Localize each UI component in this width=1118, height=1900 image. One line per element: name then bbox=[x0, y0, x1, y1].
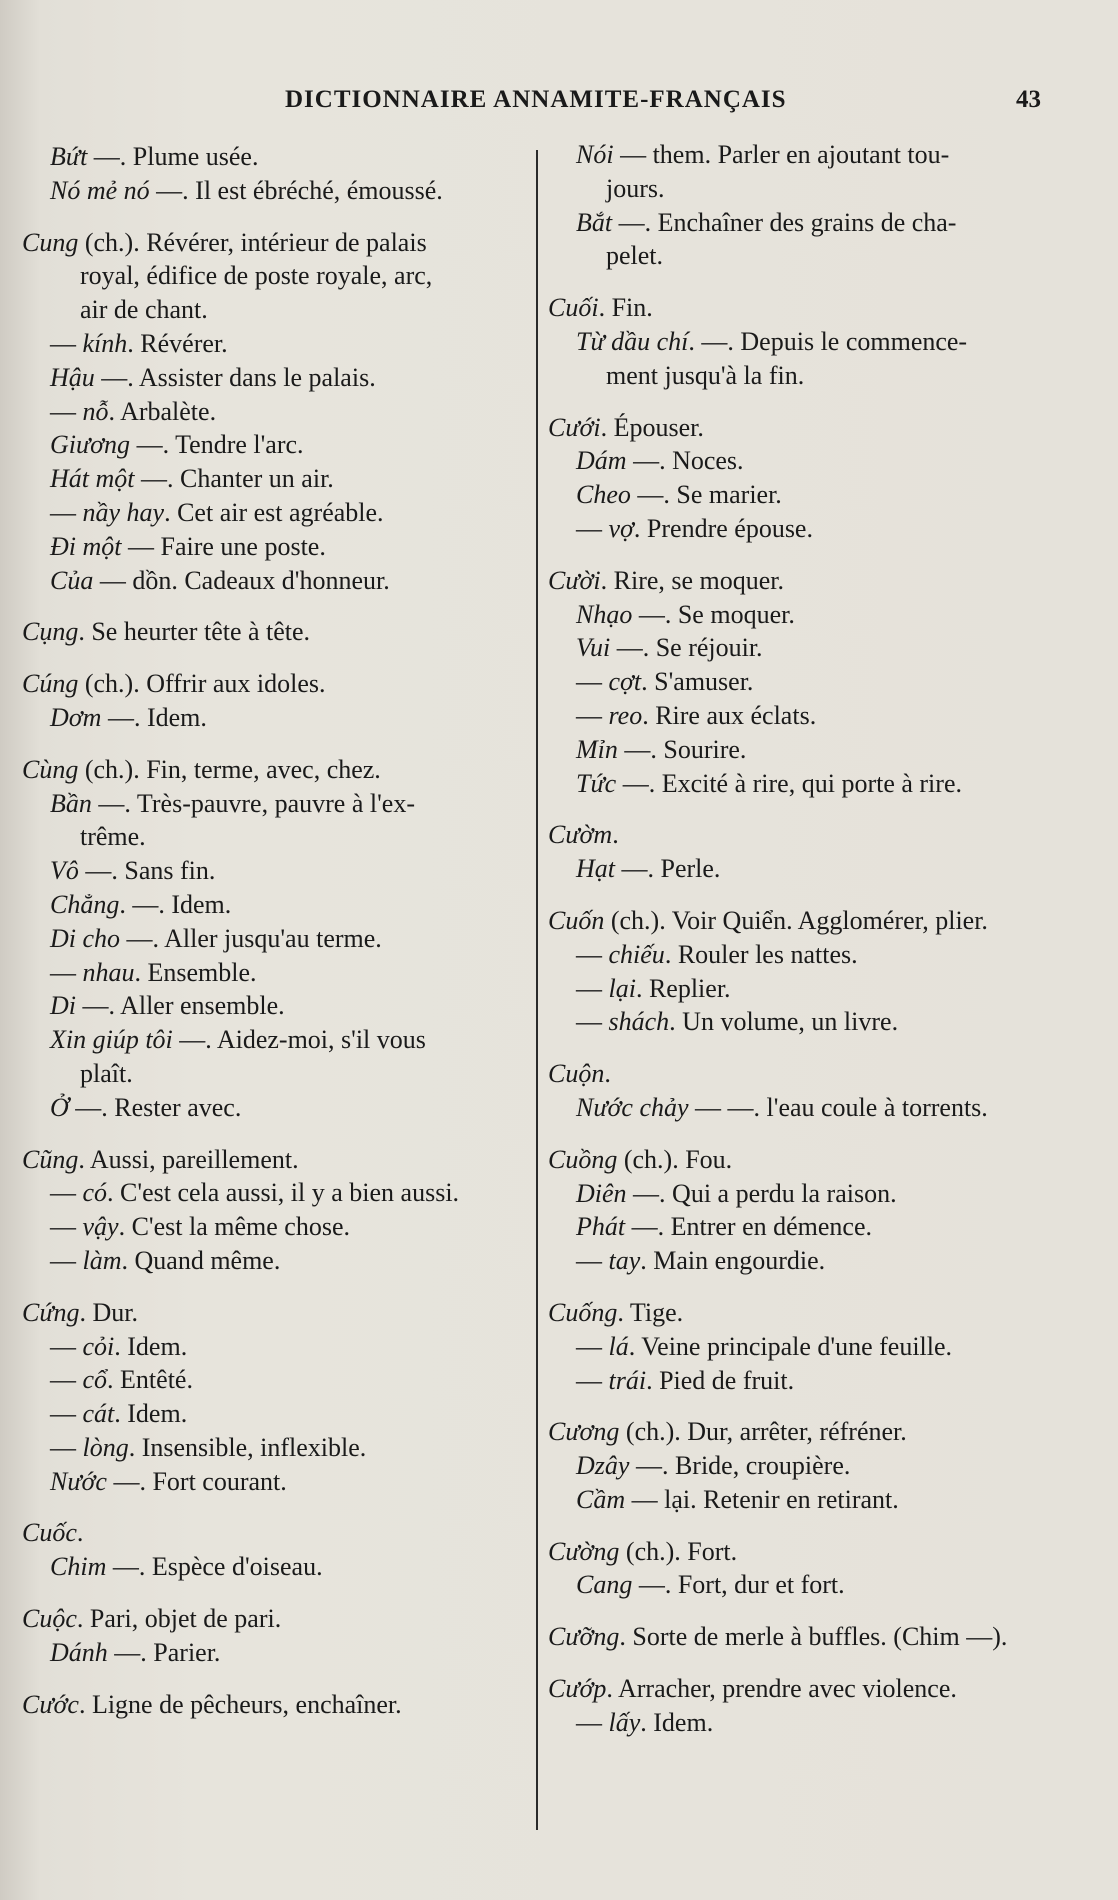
french-definition: —. Noces. bbox=[626, 446, 744, 476]
entry-subentry-line bbox=[22, 1244, 532, 1278]
entry-subentry-line bbox=[22, 140, 532, 174]
entry-headword-line bbox=[22, 1143, 532, 1177]
entry-subentry-line bbox=[22, 701, 532, 735]
dictionary-entry bbox=[22, 667, 532, 735]
french-definition: . Entêté. bbox=[107, 1365, 193, 1395]
dictionary-entry bbox=[22, 1602, 532, 1670]
dash-prefix: — bbox=[576, 1331, 609, 1361]
entry-subentry-line bbox=[548, 1449, 1068, 1483]
dash-prefix: — bbox=[50, 497, 83, 527]
french-definition: . Rouler les nattes. bbox=[664, 939, 858, 969]
vietnamese-term: Giương bbox=[50, 430, 131, 460]
dash-prefix: — bbox=[50, 396, 83, 426]
french-definition: . bbox=[612, 820, 619, 850]
vietnamese-term: reo bbox=[608, 700, 643, 730]
page-number: 43 bbox=[1016, 86, 1041, 113]
french-definition: . Rire aux éclats. bbox=[642, 700, 817, 730]
french-definition: —. Aller jusqu'au terme. bbox=[120, 923, 382, 953]
french-definition: . Ligne de pêcheurs, enchaîner. bbox=[78, 1689, 402, 1719]
french-definition: . Cet air est agréable. bbox=[164, 497, 384, 527]
vietnamese-term: Từ dầu chí bbox=[576, 326, 689, 356]
french-definition: — them. Parler en ajoutant tou- bbox=[613, 140, 950, 169]
dictionary-entry bbox=[548, 1620, 1068, 1654]
left-column bbox=[22, 140, 532, 1739]
french-definition: —. Sourire. bbox=[617, 734, 747, 764]
dictionary-entry bbox=[548, 1415, 1068, 1516]
dash-prefix: — bbox=[576, 513, 609, 543]
vietnamese-term: Cuối bbox=[548, 293, 599, 323]
vietnamese-term: Chim bbox=[50, 1552, 107, 1582]
french-definition: (ch.). Voir Quiển. Agglomérer, plier. bbox=[604, 905, 988, 935]
dash-prefix: — bbox=[50, 1432, 83, 1462]
french-definition: — Faire une poste. bbox=[121, 531, 326, 561]
vietnamese-term: Cười bbox=[548, 565, 601, 595]
entry-subentry-line bbox=[548, 1330, 1068, 1364]
vietnamese-term: Cung bbox=[22, 227, 79, 257]
entry-subentry-line bbox=[22, 530, 532, 564]
entry-subentry-line bbox=[548, 767, 1068, 801]
vietnamese-term: tay bbox=[608, 1246, 641, 1276]
dictionary-entry bbox=[548, 564, 1068, 801]
french-definition: . Veine principale d'une feuille. bbox=[628, 1331, 953, 1361]
dictionary-entry bbox=[22, 1296, 532, 1499]
french-definition: air de chant. bbox=[80, 295, 208, 325]
vietnamese-term: Cướp bbox=[548, 1674, 607, 1704]
vietnamese-term: Vui bbox=[576, 633, 611, 663]
entry-subentry-line bbox=[548, 206, 1068, 240]
vietnamese-term: Cầm bbox=[576, 1484, 626, 1514]
dash-prefix: — bbox=[576, 1707, 609, 1737]
right-column bbox=[548, 138, 1068, 1758]
entry-subentry-line bbox=[22, 989, 532, 1023]
french-definition: . Quand même. bbox=[121, 1245, 281, 1275]
dictionary-entry bbox=[548, 411, 1068, 546]
vietnamese-term: có bbox=[82, 1178, 108, 1208]
dash-prefix: — bbox=[50, 957, 83, 987]
entry-subentry-line bbox=[548, 478, 1068, 512]
entry-headword-line bbox=[22, 1516, 532, 1550]
french-definition: —. Qui a perdu la raison. bbox=[626, 1178, 897, 1208]
french-definition: . Se heurter tête à tête. bbox=[78, 617, 311, 647]
french-definition: —. Espèce d'oiseau. bbox=[106, 1552, 323, 1582]
french-definition: . Arbalète. bbox=[108, 396, 217, 426]
french-definition: ment jusqu'à la fin. bbox=[606, 360, 805, 390]
french-definition: (ch.). Dur, arrêter, réfréner. bbox=[619, 1417, 907, 1447]
entry-headword-line bbox=[22, 1688, 532, 1722]
french-definition: . Replier. bbox=[635, 973, 731, 1003]
dictionary-entry bbox=[548, 1535, 1068, 1603]
entry-headword-line bbox=[548, 1672, 1068, 1706]
vietnamese-term: Mỉn bbox=[576, 734, 618, 764]
entry-headword-line bbox=[548, 1057, 1068, 1091]
entry-subentry-line bbox=[548, 1706, 1068, 1740]
vietnamese-term: Dám bbox=[576, 446, 627, 476]
french-definition: —. Chanter un air. bbox=[134, 464, 334, 494]
french-definition: . Arracher, prendre avec violence. bbox=[606, 1674, 957, 1704]
vietnamese-term: Bần bbox=[50, 788, 92, 818]
vietnamese-term: lấy bbox=[608, 1707, 641, 1737]
entry-subentry-line bbox=[548, 1177, 1068, 1211]
vietnamese-term: Cụng bbox=[22, 617, 79, 647]
french-definition: trême. bbox=[80, 822, 146, 852]
entry-subentry-line bbox=[22, 174, 532, 208]
french-definition: —. Assister dans le palais. bbox=[94, 362, 376, 392]
vietnamese-term: Cước bbox=[22, 1689, 79, 1719]
vietnamese-term: Chẳng bbox=[50, 889, 120, 919]
entry-subentry-line bbox=[548, 444, 1068, 478]
entry-subentry-line bbox=[22, 888, 532, 922]
vietnamese-term: shách bbox=[608, 1007, 670, 1037]
french-definition: —. Fort courant. bbox=[106, 1466, 287, 1496]
french-definition: . Idem. bbox=[114, 1331, 188, 1361]
entry-subentry-line bbox=[22, 854, 532, 888]
entry-subentry-line bbox=[548, 665, 1068, 699]
dictionary-entry bbox=[22, 1688, 532, 1722]
french-definition: . C'est cela aussi, il y a bien aussi. bbox=[107, 1178, 460, 1208]
entry-continuation-line bbox=[22, 293, 532, 327]
page-title: DICTIONNAIRE ANNAMITE-FRANÇAIS bbox=[285, 86, 787, 113]
entry-subentry-line bbox=[548, 598, 1068, 632]
column-divider bbox=[536, 150, 538, 1830]
entry-headword-line bbox=[548, 1535, 1068, 1569]
french-definition: royal, édifice de poste royale, arc, bbox=[80, 261, 433, 291]
vietnamese-term: kính bbox=[82, 328, 128, 358]
french-definition: . Aussi, pareillement. bbox=[78, 1144, 299, 1174]
entry-subentry-line bbox=[22, 1023, 532, 1057]
french-definition: . —. Idem. bbox=[119, 889, 232, 919]
vietnamese-term: nỗ bbox=[82, 396, 109, 426]
french-definition: —. Il est ébréché, émoussé. bbox=[149, 175, 443, 205]
dash-prefix: — bbox=[576, 1007, 609, 1037]
vietnamese-term: nầy hay bbox=[82, 497, 165, 527]
entry-subentry-line bbox=[22, 956, 532, 990]
french-definition: —. Se réjouir. bbox=[610, 633, 763, 663]
entry-subentry-line bbox=[548, 631, 1068, 665]
french-definition: . Insensible, inflexible. bbox=[128, 1432, 367, 1462]
vietnamese-term: Cưới bbox=[548, 412, 601, 442]
vietnamese-term: Diên bbox=[576, 1178, 627, 1208]
entry-subentry-line bbox=[22, 1330, 532, 1364]
entry-subentry-line bbox=[22, 1363, 532, 1397]
french-definition: . bbox=[76, 1518, 84, 1548]
french-definition: (ch.). Fin, terme, avec, chez. bbox=[78, 754, 381, 784]
vietnamese-term: Đi một bbox=[50, 531, 122, 561]
french-definition: . Un volume, un livre. bbox=[669, 1007, 899, 1037]
entry-subentry-line bbox=[22, 564, 532, 598]
french-definition: —. Se marier. bbox=[630, 480, 782, 510]
entry-subentry-line bbox=[22, 1431, 532, 1465]
vietnamese-term: Nước bbox=[50, 1466, 107, 1496]
entry-subentry-line bbox=[548, 852, 1068, 886]
vietnamese-term: lòng bbox=[82, 1432, 129, 1462]
vietnamese-term: Dánh bbox=[50, 1637, 108, 1667]
dictionary-entry bbox=[548, 818, 1068, 886]
french-definition: —. Aidez-moi, s'il vous bbox=[172, 1025, 426, 1055]
vietnamese-term: Cheo bbox=[576, 480, 631, 510]
entry-subentry-line bbox=[548, 138, 1068, 172]
entry-continuation-line bbox=[548, 239, 1068, 273]
french-definition: —. Rester avec. bbox=[68, 1092, 242, 1122]
entry-subentry-line bbox=[548, 1210, 1068, 1244]
vietnamese-term: cỏi bbox=[82, 1331, 115, 1361]
dictionary-entry bbox=[548, 1057, 1068, 1125]
dictionary-entry bbox=[548, 138, 1068, 273]
vietnamese-term: cợt bbox=[608, 667, 642, 697]
french-definition: . Ensemble. bbox=[134, 957, 257, 987]
french-definition: . Pari, objet de pari. bbox=[76, 1604, 282, 1634]
french-definition: — —. l'eau coule à torrents. bbox=[688, 1092, 988, 1122]
dictionary-entry bbox=[548, 1672, 1068, 1740]
dash-prefix: — bbox=[50, 1212, 83, 1242]
entry-headword-line bbox=[22, 1602, 532, 1636]
french-definition: —. Aller ensemble. bbox=[76, 991, 285, 1021]
vietnamese-term: chiếu bbox=[608, 939, 665, 969]
vietnamese-term: Hát một bbox=[50, 464, 135, 494]
entry-subentry-line bbox=[548, 1005, 1068, 1039]
vietnamese-term: vợ bbox=[608, 513, 634, 543]
entry-headword-line bbox=[548, 818, 1068, 852]
french-definition: —. Plume usée. bbox=[87, 142, 259, 171]
vietnamese-term: Cương bbox=[548, 1417, 620, 1447]
french-definition: . Idem. bbox=[114, 1399, 188, 1429]
entry-subentry-line bbox=[548, 938, 1068, 972]
vietnamese-term: Cuốn bbox=[548, 905, 605, 935]
entry-subentry-line bbox=[22, 496, 532, 530]
vietnamese-term: Cũng bbox=[22, 1144, 79, 1174]
dash-prefix: — bbox=[576, 1365, 609, 1395]
vietnamese-term: cát bbox=[82, 1399, 115, 1429]
vietnamese-term: Cuốc bbox=[22, 1518, 77, 1548]
dash-prefix: — bbox=[50, 1331, 83, 1361]
running-header bbox=[0, 86, 1118, 126]
french-definition: —. Se moquer. bbox=[632, 599, 795, 629]
entry-headword-line bbox=[548, 564, 1068, 598]
vietnamese-term: Xin giúp tôi bbox=[50, 1025, 173, 1055]
french-definition: —. Bride, croupière. bbox=[629, 1451, 851, 1481]
entry-continuation-line bbox=[22, 1057, 532, 1091]
vietnamese-term: Cường bbox=[548, 1536, 620, 1566]
entry-continuation-line bbox=[548, 359, 1068, 393]
vietnamese-term: Nó mẻ nó bbox=[50, 175, 150, 205]
entry-headword-line bbox=[22, 615, 532, 649]
dash-prefix: — bbox=[576, 667, 609, 697]
vietnamese-term: Nói bbox=[576, 140, 614, 169]
entry-subentry-line bbox=[22, 428, 532, 462]
entry-headword-line bbox=[548, 291, 1068, 325]
dash-prefix: — bbox=[50, 1178, 83, 1208]
dash-prefix: — bbox=[50, 1399, 83, 1429]
entry-headword-line bbox=[22, 226, 532, 260]
french-definition: . Main engourdie. bbox=[640, 1246, 826, 1276]
entry-subentry-line bbox=[22, 922, 532, 956]
entry-subentry-line bbox=[22, 361, 532, 395]
french-definition: . Rire, se moquer. bbox=[600, 565, 785, 595]
french-definition: (ch.). Fou. bbox=[617, 1144, 733, 1174]
french-definition: . bbox=[604, 1059, 611, 1089]
entry-subentry-line bbox=[548, 1244, 1068, 1278]
french-definition: (ch.). Révérer, intérieur de palais bbox=[78, 227, 427, 257]
entry-subentry-line bbox=[22, 1091, 532, 1125]
french-definition: plaît. bbox=[80, 1058, 133, 1088]
dictionary-entry bbox=[548, 1296, 1068, 1397]
vietnamese-term: Vô bbox=[50, 856, 79, 886]
entry-subentry-line bbox=[22, 327, 532, 361]
french-definition: —. Idem. bbox=[101, 702, 207, 732]
entry-subentry-line bbox=[22, 1465, 532, 1499]
french-definition: —. Excité à rire, qui porte à rire. bbox=[616, 768, 962, 798]
entry-continuation-line bbox=[548, 172, 1068, 206]
french-definition: —. Très-pauvre, pauvre à l'ex- bbox=[91, 788, 415, 818]
french-definition: . Dur. bbox=[79, 1297, 139, 1327]
vietnamese-term: Dzây bbox=[576, 1451, 630, 1481]
vietnamese-term: Cuộc bbox=[22, 1604, 77, 1634]
entry-subentry-line bbox=[548, 325, 1068, 359]
vietnamese-term: Di bbox=[50, 991, 76, 1021]
vietnamese-term: Bứt bbox=[50, 142, 88, 171]
french-definition: (ch.). Fort. bbox=[619, 1536, 738, 1566]
french-definition: —. Fort, dur et fort. bbox=[632, 1570, 845, 1600]
french-definition: . Tige. bbox=[617, 1297, 684, 1327]
vietnamese-term: trái bbox=[608, 1365, 647, 1395]
entry-headword-line bbox=[548, 411, 1068, 445]
entry-headword-line bbox=[548, 904, 1068, 938]
french-definition: —. Enchaîner des grains de cha- bbox=[612, 207, 957, 237]
entry-subentry-line bbox=[22, 1176, 532, 1210]
vietnamese-term: làm bbox=[82, 1245, 122, 1275]
entry-subentry-line bbox=[22, 1397, 532, 1431]
dictionary-entry bbox=[22, 753, 532, 1125]
french-definition: . S'amuser. bbox=[641, 667, 754, 697]
vietnamese-term: Dơm bbox=[50, 702, 102, 732]
vietnamese-term: Ở bbox=[50, 1092, 69, 1122]
vietnamese-term: Của bbox=[50, 565, 94, 595]
vietnamese-term: Cúng bbox=[22, 669, 79, 699]
french-definition: —. Sans fin. bbox=[78, 856, 216, 886]
vietnamese-term: Bắt bbox=[576, 207, 613, 237]
entry-subentry-line bbox=[22, 1636, 532, 1670]
vietnamese-term: Cuồng bbox=[548, 1144, 618, 1174]
french-definition: (ch.). Offrir aux idoles. bbox=[78, 669, 326, 699]
french-definition: jours. bbox=[606, 173, 665, 203]
entry-headword-line bbox=[22, 1296, 532, 1330]
vietnamese-term: lá bbox=[608, 1331, 629, 1361]
entry-subentry-line bbox=[548, 699, 1068, 733]
french-definition: —. Entrer en démence. bbox=[625, 1212, 872, 1242]
entry-subentry-line bbox=[22, 1550, 532, 1584]
french-definition: pelet. bbox=[606, 241, 664, 271]
vietnamese-term: Cuộn bbox=[548, 1059, 605, 1089]
dash-prefix: — bbox=[50, 1245, 83, 1275]
entry-continuation-line bbox=[22, 259, 532, 293]
vietnamese-term: Hậu bbox=[50, 362, 95, 392]
dash-prefix: — bbox=[576, 700, 609, 730]
vietnamese-term: Hạt bbox=[576, 854, 615, 884]
dash-prefix: — bbox=[50, 1365, 83, 1395]
vietnamese-term: Cưỡng bbox=[548, 1622, 620, 1652]
french-definition: . Pied de fruit. bbox=[646, 1365, 795, 1395]
entry-headword-line bbox=[22, 753, 532, 787]
entry-subentry-line bbox=[22, 1210, 532, 1244]
french-definition: —. Parier. bbox=[107, 1637, 221, 1667]
vietnamese-term: vậy bbox=[82, 1212, 119, 1242]
entry-continuation-line bbox=[22, 820, 532, 854]
french-definition: . —. Depuis le commence- bbox=[688, 326, 968, 356]
vietnamese-term: Tức bbox=[576, 768, 617, 798]
vietnamese-term: Cang bbox=[576, 1570, 633, 1600]
vietnamese-term: Phát bbox=[576, 1212, 626, 1242]
dash-prefix: — bbox=[576, 1246, 609, 1276]
vietnamese-term: cổ bbox=[82, 1365, 108, 1395]
entry-subentry-line bbox=[548, 1364, 1068, 1398]
dictionary-entry bbox=[548, 291, 1068, 392]
entry-headword-line bbox=[548, 1415, 1068, 1449]
vietnamese-term: nhau bbox=[82, 957, 135, 987]
french-definition: — lại. Retenir en retirant. bbox=[625, 1484, 899, 1514]
vietnamese-term: Cùng bbox=[22, 754, 79, 784]
french-definition: — dồn. Cadeaux d'honneur. bbox=[93, 565, 390, 595]
entry-headword-line bbox=[548, 1296, 1068, 1330]
french-definition: . Fin. bbox=[598, 293, 653, 323]
entry-subentry-line bbox=[548, 972, 1068, 1006]
entry-subentry-line bbox=[548, 733, 1068, 767]
dictionary-entry bbox=[22, 1143, 532, 1278]
dictionary-entry bbox=[548, 1143, 1068, 1278]
vietnamese-term: lại bbox=[608, 973, 636, 1003]
french-definition: . Prendre épouse. bbox=[633, 513, 813, 543]
french-definition: . C'est la même chose. bbox=[118, 1212, 350, 1242]
vietnamese-term: Nhạo bbox=[576, 599, 633, 629]
dictionary-entry bbox=[22, 615, 532, 649]
dash-prefix: — bbox=[576, 939, 609, 969]
dictionary-entry bbox=[22, 1516, 532, 1584]
vietnamese-term: Cứng bbox=[22, 1297, 80, 1327]
dash-prefix: — bbox=[50, 328, 83, 358]
entry-headword-line bbox=[548, 1143, 1068, 1177]
entry-headword-line bbox=[548, 1620, 1068, 1654]
french-definition: —. Perle. bbox=[615, 854, 721, 884]
entry-subentry-line bbox=[548, 512, 1068, 546]
entry-subentry-line bbox=[548, 1091, 1068, 1125]
entry-subentry-line bbox=[548, 1483, 1068, 1517]
french-definition: —. Tendre l'arc. bbox=[130, 430, 304, 460]
french-definition: . Révérer. bbox=[127, 328, 228, 358]
vietnamese-term: Nước chảy bbox=[576, 1092, 689, 1122]
dictionary-entry bbox=[22, 226, 532, 598]
vietnamese-term: Cườm bbox=[548, 820, 613, 850]
entry-subentry-line bbox=[22, 462, 532, 496]
dash-prefix: — bbox=[576, 973, 609, 1003]
dictionary-entry bbox=[22, 140, 532, 208]
french-definition: . Sorte de merle à buffles. (Chim —). bbox=[619, 1622, 1008, 1652]
dictionary-entry bbox=[548, 904, 1068, 1039]
french-definition: . Épouser. bbox=[600, 412, 704, 442]
entry-subentry-line bbox=[548, 1568, 1068, 1602]
vietnamese-term: Di cho bbox=[50, 923, 121, 953]
entry-headword-line bbox=[22, 667, 532, 701]
vietnamese-term: Cuống bbox=[548, 1297, 618, 1327]
french-definition: . Idem. bbox=[640, 1707, 714, 1737]
entry-subentry-line bbox=[22, 395, 532, 429]
entry-subentry-line bbox=[22, 787, 532, 821]
